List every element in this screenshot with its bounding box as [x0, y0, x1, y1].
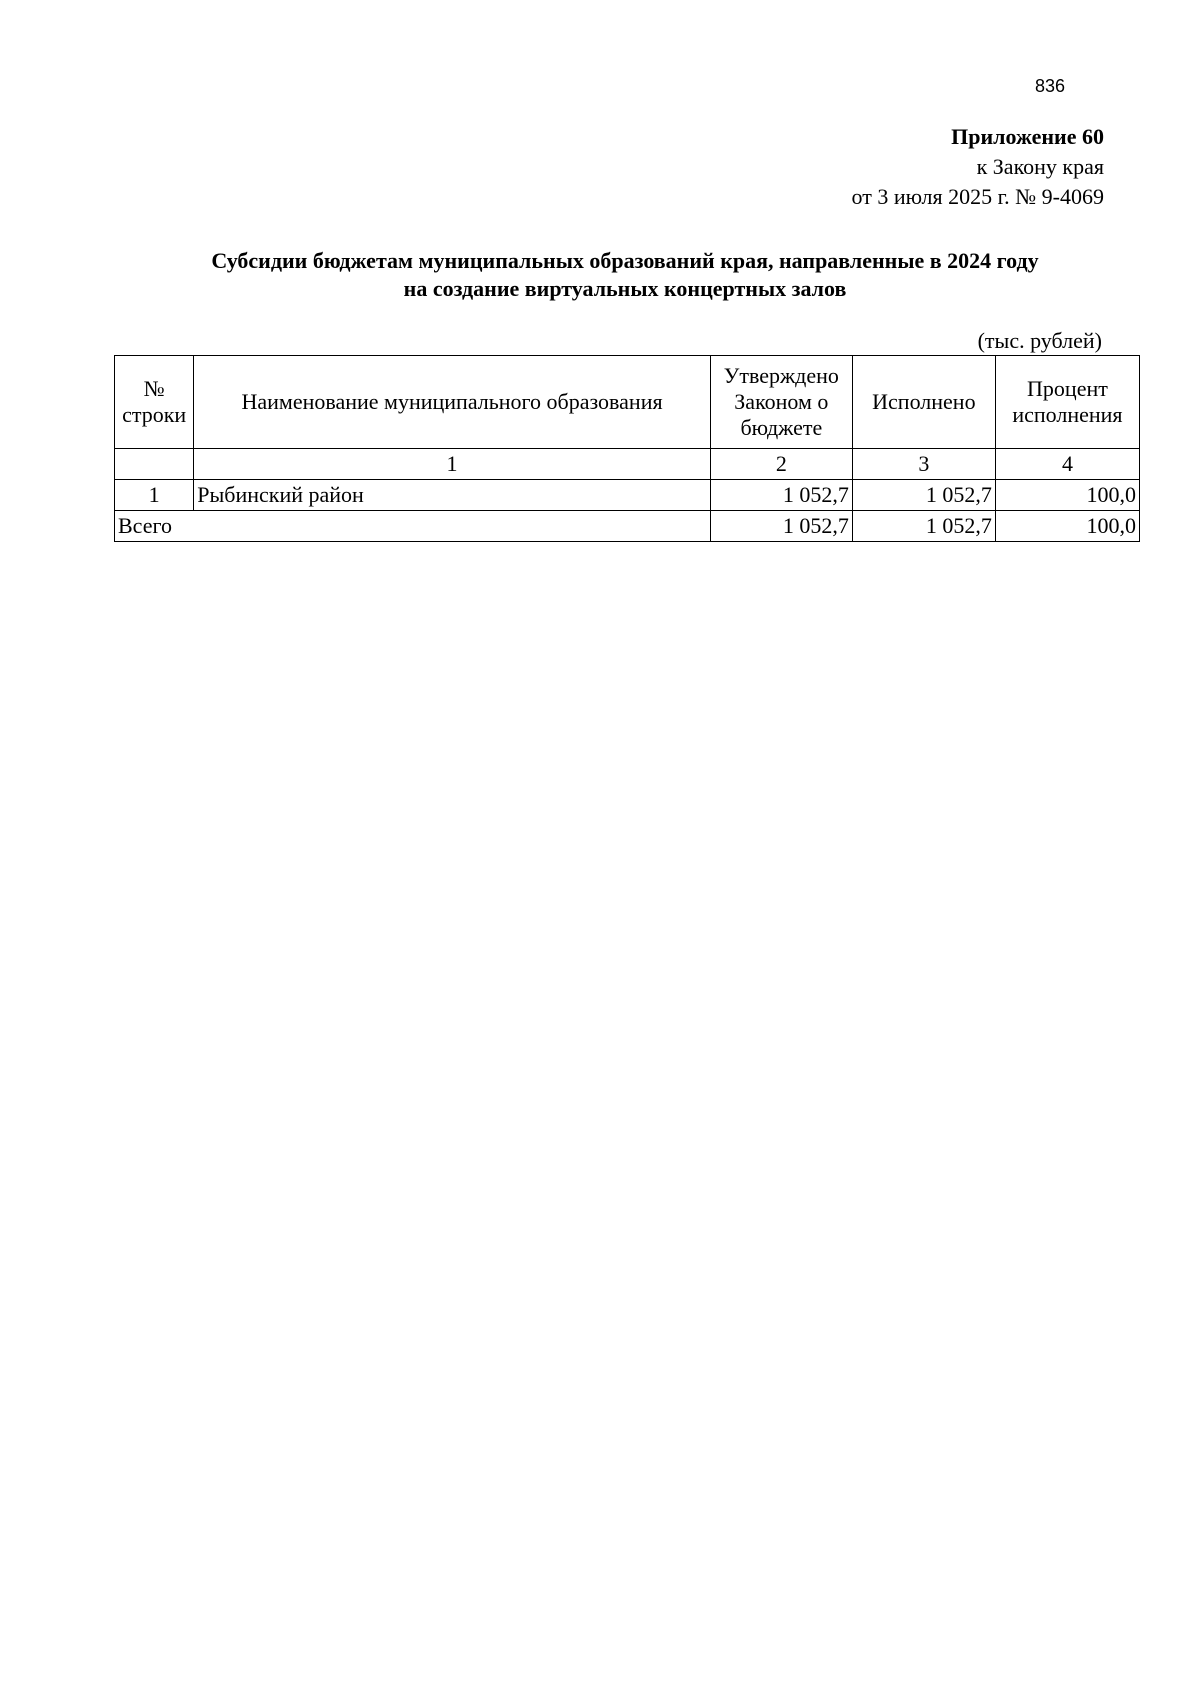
approved-cell: 1 052,7 — [710, 480, 852, 511]
header-approved: Утверждено Законом о бюджете — [710, 356, 852, 449]
subsidy-table — [114, 355, 1140, 542]
appendix-law-reference: к Закону края — [976, 154, 1104, 179]
executed-cell: 1 052,7 — [852, 480, 995, 511]
document-title-line-2: на создание виртуальных концертных залов — [403, 276, 847, 301]
header-percent: Процент исполнения — [995, 356, 1139, 449]
header-executed: Исполнено — [852, 356, 995, 449]
appendix-title: Приложение 60 — [951, 124, 1104, 149]
column-index-cell — [115, 449, 194, 480]
appendix-law-date: от 3 июля 2025 г. № 9-4069 — [851, 184, 1104, 209]
column-index-cell: 4 — [995, 449, 1139, 480]
municipality-name-cell: Рыбинский район — [194, 480, 711, 511]
total-approved-cell: 1 052,7 — [710, 511, 852, 542]
header-municipality-name: Наименование муниципального образования — [194, 356, 711, 449]
table-column-index-row — [115, 449, 1140, 480]
document-title-line-1: Субсидии бюджетам муниципальных образований края, направленные в 2024 году — [211, 248, 1039, 273]
header-row-number: № строки — [115, 356, 194, 449]
table-total-row — [115, 511, 1140, 542]
table-row — [115, 480, 1140, 511]
total-percent-cell: 100,0 — [995, 511, 1139, 542]
percent-cell: 100,0 — [995, 480, 1139, 511]
column-index-cell: 3 — [852, 449, 995, 480]
table-header-row — [115, 356, 1140, 449]
total-label-cell: Всего — [115, 511, 711, 542]
column-index-cell: 1 — [194, 449, 711, 480]
total-executed-cell: 1 052,7 — [852, 511, 995, 542]
column-index-cell: 2 — [710, 449, 852, 480]
row-number-cell: 1 — [115, 480, 194, 511]
document-title — [110, 247, 1140, 303]
page-number: 836 — [1035, 76, 1066, 96]
appendix-block — [852, 122, 1104, 212]
units-label: (тыс. рублей) — [977, 328, 1102, 353]
